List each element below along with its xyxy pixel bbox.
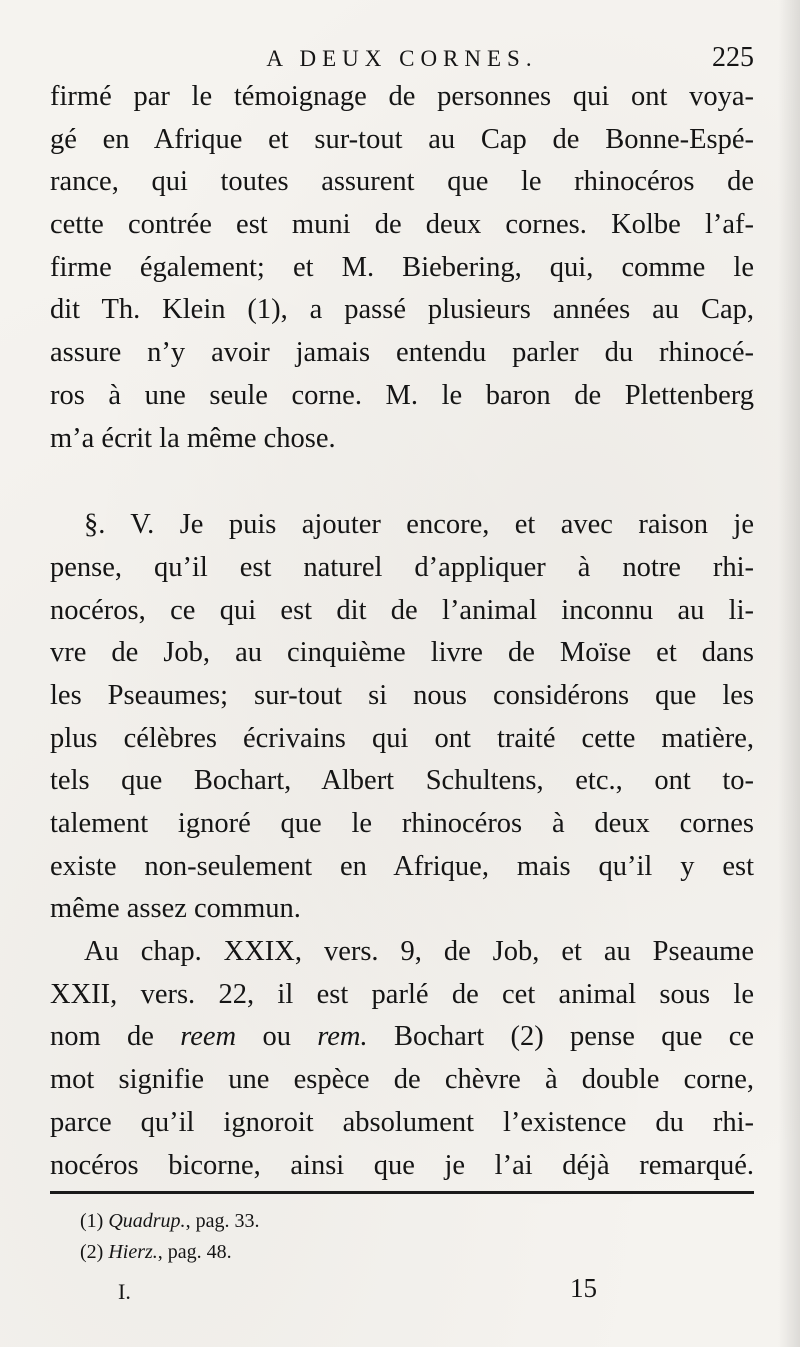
text-line: parce qu’il ignoroit absolument l’existence du rhi- xyxy=(50,1106,754,1138)
text-line: firmé par le témoignage de personnes qui ont voya- xyxy=(50,81,754,112)
footnote-rule xyxy=(50,1191,754,1194)
running-title: A DEUX CORNES. xyxy=(266,46,538,71)
text-line: assure n’y avoir jamais entendu parler du rhinocé- xyxy=(50,337,754,369)
text-line: pense, qu’il est naturel d’appliquer à notre rhi- xyxy=(50,551,754,583)
text-line: gé en Afrique et sur-tout au Cap de Bonne-Espé- xyxy=(50,123,754,155)
text-line: cette contrée est muni de deux cornes. Kolbe l’af- xyxy=(50,209,754,241)
footnote-title: Quadrup. xyxy=(108,1210,186,1232)
footnote-2 xyxy=(80,1237,720,1268)
text-line: XXII, vers. 22, il est parlé de cet animal sous le xyxy=(50,978,754,1010)
text-line: rance, qui toutes assurent que le rhinocéros de xyxy=(50,166,754,198)
footnote-rest: , pag. 33. xyxy=(185,1210,260,1232)
text-line: Au chap. XXIX, vers. 9, de Job, et au Pseaume xyxy=(84,936,754,968)
text-fragment: nom de xyxy=(50,1021,181,1053)
text-line: plus célèbres écrivains qui ont traité cette matière, xyxy=(50,722,754,754)
italic-word-reem: reem xyxy=(180,1021,237,1053)
text-line: les Pseaumes; sur-tout si nous considérons que les xyxy=(50,679,754,711)
footnote-title: Hierz. xyxy=(108,1241,158,1263)
text-line: même assez commun. xyxy=(50,893,301,925)
text-fragment: Bochart (2) pense que ce xyxy=(367,1021,754,1053)
text-line: vre de Job, au cinquième livre de Moïse et dans xyxy=(50,637,754,669)
footnote-marker: (2) xyxy=(80,1241,104,1263)
paragraph-gap xyxy=(50,460,754,504)
text-line: nocéros bicorne, ainsi que je l’ai déjà remarqué. xyxy=(50,1149,754,1181)
section-heading-line: §. V. Je puis ajouter encore, et avec raison je xyxy=(84,509,754,541)
text-line: mot signifie une espèce de chèvre à double corne, xyxy=(50,1064,754,1096)
text-line-with-italics xyxy=(50,1016,754,1059)
page-number: 225 xyxy=(712,42,754,73)
signature-mark: I. xyxy=(118,1279,131,1304)
signature-number: 15 xyxy=(570,1273,597,1303)
text-fragment: ou xyxy=(236,1021,318,1053)
footnote-rest: , pag. 48. xyxy=(157,1241,232,1263)
body-text xyxy=(50,76,754,1187)
text-line: tels que Bochart, Albert Schultens, etc., ont to- xyxy=(50,765,754,797)
text-line: talement ignoré que le rhinocéros à deux cornes xyxy=(50,808,754,839)
footnote-1 xyxy=(80,1206,720,1237)
text-line: dit Th. Klein (1), a passé plusieurs années au Cap, xyxy=(50,294,754,326)
footnote-marker: (1) xyxy=(80,1210,104,1232)
text-line: nocéros, ce qui est dit de l’animal inconnu au li- xyxy=(50,594,754,626)
text-line: ros à une seule corne. M. le baron de Plettenberg xyxy=(50,379,754,411)
text-line: existe non-seulement en Afrique, mais qu’il y est xyxy=(50,850,754,882)
page-edge-shadow xyxy=(778,0,800,1347)
text-line: firme également; et M. Biebering, qui, comme le xyxy=(50,251,754,283)
italic-word-rem: rem. xyxy=(317,1021,368,1053)
footnotes xyxy=(80,1206,720,1268)
text-line: m’a écrit la même chose. xyxy=(50,422,336,454)
